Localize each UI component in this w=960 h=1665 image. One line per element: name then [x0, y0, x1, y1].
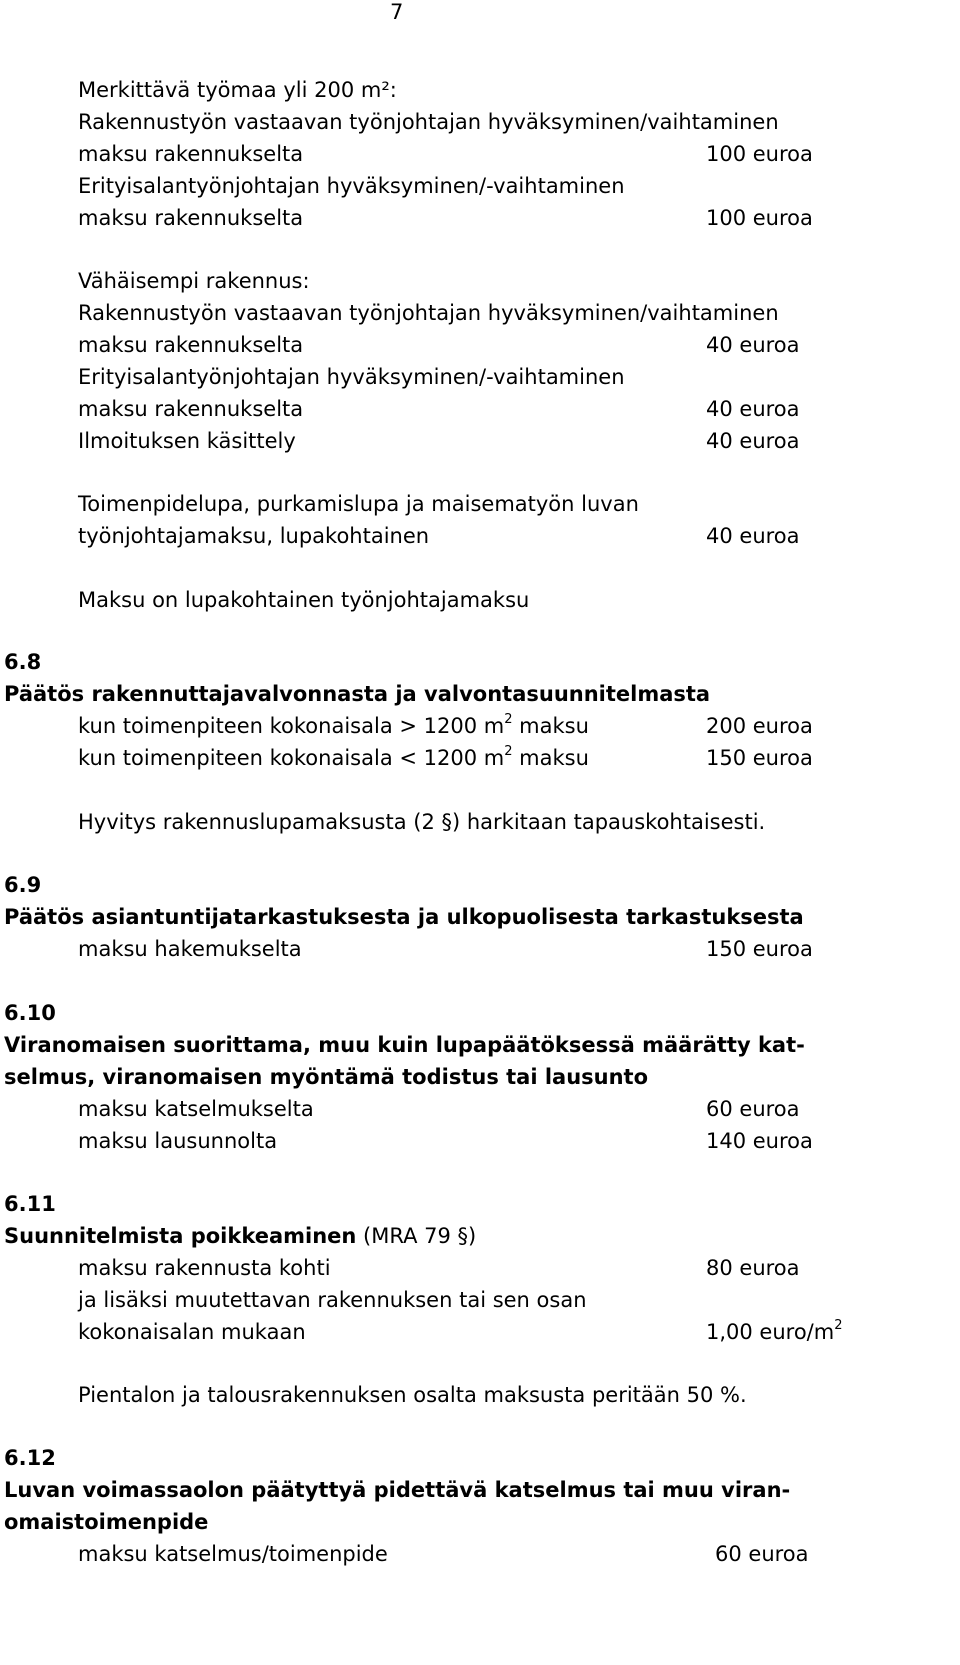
fee-amount: 40 euroa [706, 397, 800, 421]
fee-label: maksu katselmukselta [78, 1097, 314, 1121]
text-line: Erityisalantyönjohtajan hyväksyminen/-vaihtaminen [78, 365, 625, 389]
section-title: Päätös rakennuttajavalvonnasta ja valvontasuunnitelmasta [4, 682, 711, 706]
fee-label: Ilmoituksen käsittely [78, 429, 296, 453]
heading-large-site: Merkittävä työmaa yli 200 m²: [78, 78, 397, 102]
section-title: Suunnitelmista poikkeaminen (MRA 79 §) [4, 1224, 477, 1248]
section-number: 6.8 [4, 650, 42, 674]
fee-label: maksu rakennukselta [78, 333, 304, 357]
section-number: 6.11 [4, 1192, 56, 1216]
fee-amount: 40 euroa [706, 429, 800, 453]
section-number: 6.9 [4, 873, 42, 897]
fee-amount: 60 euroa [706, 1097, 800, 1121]
section-title: Luvan voimassaolon päätyttyä pidettävä katselmus tai muu viran- [4, 1478, 791, 1502]
fee-amount: 150 euroa [706, 937, 813, 961]
fee-label: maksu katselmus/toimenpide [78, 1542, 388, 1566]
fee-label: maksu rakennukselta [78, 142, 304, 166]
fee-label: maksu lausunnolta [78, 1129, 278, 1153]
fee-label: maksu hakemukselta [78, 937, 302, 961]
fee-label: kun toimenpiteen kokonaisala > 1200 $m^2$ maksu [78, 712, 589, 738]
section-title: Viranomaisen suorittama, muu kuin lupapäätöksessä määrätty kat- [4, 1033, 805, 1057]
text-line: Rakennustyön vastaavan työnjohtajan hyväksyminen/vaihtaminen [78, 301, 779, 325]
fee-label: kokonaisalan mukaan [78, 1320, 306, 1344]
fee-label: työnjohtajamaksu, lupakohtainen [78, 524, 430, 548]
fee-label: kun toimenpiteen kokonaisala < 1200 $m^2$ maksu [78, 744, 589, 770]
fee-amount: 40 euroa [706, 333, 800, 357]
fee-amount: 100 euroa [706, 206, 813, 230]
text-line: Toimenpidelupa, purkamislupa ja maisematyön luvan [78, 492, 639, 516]
text-line: ja lisäksi muutettavan rakennuksen tai sen osan [78, 1288, 587, 1312]
page-number: 7 [390, 0, 404, 24]
section-title-cont: selmus, viranomaisen myöntämä todistus tai lausunto [4, 1065, 649, 1089]
note: Pientalon ja talousrakennuksen osalta maksusta peritään 50 %. [78, 1383, 747, 1407]
fee-amount: 200 euroa [706, 714, 813, 738]
text-line: Erityisalantyönjohtajan hyväksyminen/-vaihtaminen [78, 174, 625, 198]
section-number: 6.10 [4, 1001, 56, 1025]
fee-label: maksu rakennukselta [78, 206, 304, 230]
fee-amount: 1,00 euro/$m^2$ [706, 1318, 843, 1344]
heading-minor-building: Vähäisempi rakennus: [78, 269, 310, 293]
section-number: 6.12 [4, 1446, 56, 1470]
note: Maksu on lupakohtainen työnjohtajamaksu [78, 588, 530, 612]
text-line: Rakennustyön vastaavan työnjohtajan hyväksyminen/vaihtaminen [78, 110, 779, 134]
fee-label: maksu rakennukselta [78, 397, 304, 421]
note: Hyvitys rakennuslupamaksusta (2 §) harkitaan tapauskohtaisesti. [78, 810, 766, 834]
fee-label: maksu rakennusta kohti [78, 1256, 331, 1280]
fee-amount: 80 euroa [706, 1256, 800, 1280]
fee-amount: 140 euroa [706, 1129, 813, 1153]
fee-amount: 100 euroa [706, 142, 813, 166]
fee-amount: 150 euroa [706, 746, 813, 770]
fee-amount: 60 euroa [715, 1542, 809, 1566]
fee-amount: 40 euroa [706, 524, 800, 548]
section-title: Päätös asiantuntijatarkastuksesta ja ulkopuolisesta tarkastuksesta [4, 905, 804, 929]
section-title-cont: omaistoimenpide [4, 1510, 209, 1534]
